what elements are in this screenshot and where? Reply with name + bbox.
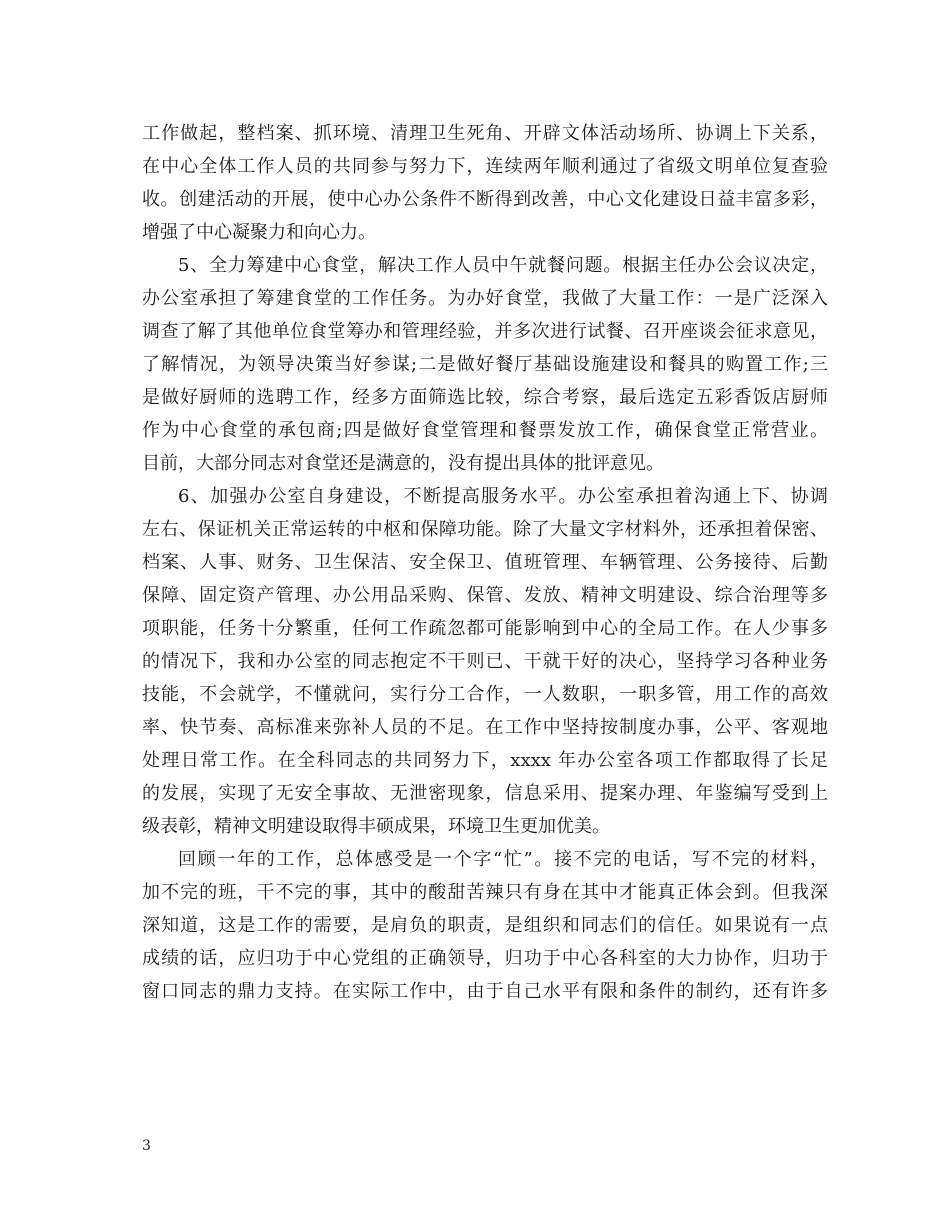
- text-line: 了解情况，为领导决策当好参谋;二是做好餐厅基础设施建设和餐具的购置工作;三: [142, 354, 828, 375]
- text-line: 深知道，这是工作的需要，是肩负的职责，是组织和同志们的信任。如果说有一点: [142, 915, 828, 936]
- text-line: 工作做起，整档案、抓环境、清理卫生死角、开辟文体活动场所、协调上下关系，: [142, 123, 828, 144]
- text-line: 加不完的班，干不完的事，其中的酸甜苦辣只有身在其中才能真正体会到。但我深: [142, 882, 828, 903]
- text-line: 的情况下，我和办公室的同志抱定不干则已、干就干好的决心，坚持学习各种业务: [142, 651, 828, 672]
- text-line: 保障、固定资产管理、办公用品采购、保管、发放、精神文明建设、综合治理等多: [142, 585, 828, 606]
- text-line: 成绩的话，应归功于中心党组的正确领导，归功于中心各科室的大力协作，归功于: [142, 948, 828, 969]
- page-number: 3: [142, 1138, 151, 1154]
- text-line: 窗口同志的鼎力支持。在实际工作中，由于自己水平有限和条件的制约，还有许多: [142, 981, 828, 1002]
- text-line: 办公室承担了筹建食堂的工作任务。为办好食堂，我做了大量工作：一是广泛深入: [142, 288, 828, 309]
- text-line: 调查了解了其他单位食堂筹办和管理经验，并多次进行试餐、召开座谈会征求意见，: [142, 321, 828, 342]
- text-line: 档案、人事、财务、卫生保洁、安全保卫、值班管理、车辆管理、公务接待、后勤: [142, 552, 828, 573]
- text-line: 处理日常工作。在全科同志的共同努力下，xxxx 年办公室各项工作都取得了长足: [142, 750, 828, 771]
- text-line: 收。创建活动的开展，使中心办公条件不断得到改善，中心文化建设日益丰富多彩，: [142, 189, 828, 210]
- text-line: 增强了中心凝聚力和向心力。: [142, 222, 376, 243]
- text-line: 技能，不会就学，不懂就问，实行分工合作，一人数职，一职多管，用工作的高效: [142, 684, 828, 705]
- text-line: 级表彰，精神文明建设取得丰硕成果，环境卫生更加优美。: [142, 816, 610, 837]
- text-line: 5、全力筹建中心食堂，解决工作人员中午就餐问题。根据主任办公会议决定，: [178, 255, 828, 276]
- text-line: 是做好厨师的选聘工作，经多方面筛选比较，综合考察，最后选定五彩香饭店厨师: [142, 387, 828, 408]
- text-line: 回顾一年的工作，总体感受是一个字“忙”。接不完的电话，写不完的材料，: [178, 849, 828, 870]
- text-line: 目前，大部分同志对食堂还是满意的，没有提出具体的批评意见。: [142, 453, 664, 474]
- text-line: 的发展，实现了无安全事故、无泄密现象，信息采用、提案办理、年鉴编写受到上: [142, 783, 828, 804]
- text-line: 率、快节奏、高标准来弥补人员的不足。在工作中坚持按制度办事，公平、客观地: [142, 717, 828, 738]
- text-line: 6、加强办公室自身建设，不断提高服务水平。办公室承担着沟通上下、协调: [178, 486, 828, 507]
- text-line: 在中心全体工作人员的共同参与努力下，连续两年顺利通过了省级文明单位复查验: [142, 156, 828, 177]
- text-line: 作为中心食堂的承包商;四是做好食堂管理和餐票发放工作，确保食堂正常营业。: [142, 420, 828, 441]
- text-line: 左右、保证机关正常运转的中枢和保障功能。除了大量文字材料外，还承担着保密、: [142, 519, 828, 540]
- document-body: [142, 117, 828, 1008]
- text-line: 项职能，任务十分繁重，任何工作疏忽都可能影响到中心的全局工作。在人少事多: [142, 618, 828, 639]
